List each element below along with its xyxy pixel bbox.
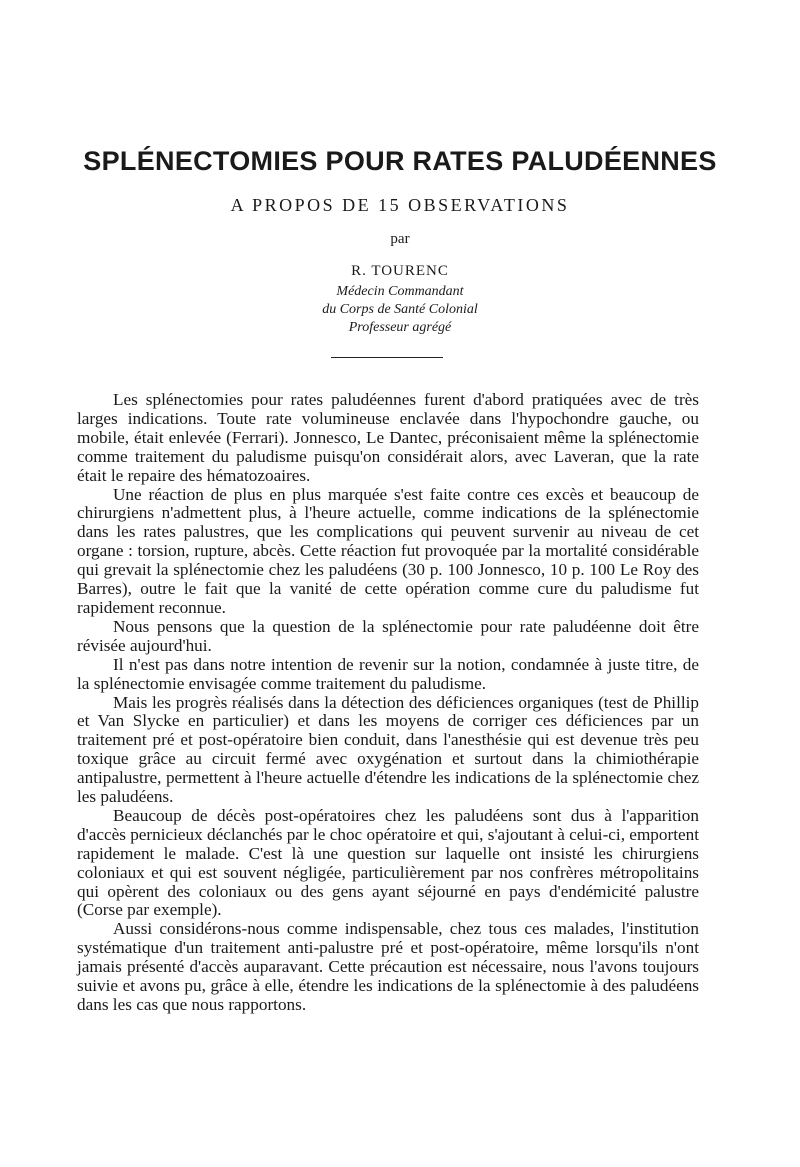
article-body — [77, 391, 699, 1015]
author-corps: du Corps de Santé Colonial — [322, 302, 478, 317]
byline-par: par — [390, 231, 410, 247]
author-rank: Médecin Commandant — [336, 284, 464, 299]
article-title: SPLÉNECTOMIES POUR RATES PALUDÉENNES — [83, 146, 717, 176]
paragraph-3: Nous pensons que la question de la splénectomie pour rate paludéenne doit être révisée aujourd'hui. — [77, 616, 699, 655]
paragraph-4: Il n'est pas dans notre intention de revenir sur la notion, condamnée à juste titre, de la splénectomie envisagée comme traitement du paludisme. — [77, 654, 699, 693]
author-title: Professeur agrégé — [348, 320, 452, 335]
paragraph-1: Les splénectomies pour rates paludéennes furent d'abord pratiquées avec de très larges indications. Toute rate volumineuse enclavée dans l'hypochondre gauche, ou mobile, était enlevée (Ferrari). Jonnesco, Le Dantec, préconisaient même la splénectomie comme traitement du paludisme puisqu'on considérait alors, avec Laveran, que la rate était le repaire des hématozoaires. — [77, 390, 699, 485]
article-subtitle: A PROPOS DE 15 OBSERVATIONS — [230, 195, 570, 215]
author-name: R. TOURENC — [351, 263, 449, 279]
paragraph-5: Mais les progrès réalisés dans la détection des déficiences organiques (test de Phillip et Van Slycke en particulier) et dans les moyens de corriger ces déficiences par un traitement pré et post-opératoire bien conduit, dans l'anesthésie qui est devenue très peu toxique grâce au circuit fermé avec oxygénation et surtout dans la chimiothérapie antipalustre, permettent à l'heure actuelle d'étendre les indications de la splénectomie chez les paludéens. — [77, 692, 699, 807]
paragraph-7: Aussi considérons-nous comme indispensable, chez tous ces malades, l'institution systématique d'un traitement anti-palustre pré et post-opératoire, même lorsqu'ils n'ont jamais présenté d'accès auparavant. Cette précaution est nécessaire, nous l'avons toujours suivie et avons pu, grâce à elle, étendre les indications de la splénectomie à des paludéens dans les cas que nous rapportons. — [77, 919, 699, 1014]
paragraph-2: Une réaction de plus en plus marquée s'est faite contre ces excès et beaucoup de chirurgiens n'admettent plus, à l'heure actuelle, comme indications de la splénectomie dans les rates palustres, que les complications qui peuvent survenir au niveau de cet organe : torsion, rupture, abcès. Cette réaction fut provoquée par la mortalité considérable qui grevait la splénectomie chez les paludéens (30 p. 100 Jonnesco, 10 p. 100 Le Roy des Barres), outre le fait que la vanité de cette opération comme cure du paludisme fut rapidement reconnue. — [77, 484, 699, 617]
title-divider — [331, 357, 443, 358]
paragraph-6: Beaucoup de décès post-opératoires chez les paludéens sont dus à l'apparition d'accès pernicieux déclanchés par le choc opératoire et qui, s'ajoutant à celui-ci, emportent rapidement le malade. C'est là une question sur laquelle ont insisté les chirurgiens coloniaux et qui est souvent négligée, particulièrement par nos confrères métropolitains qui opèrent des coloniaux ou des gens ayant séjourné en pays d'endémicité palustre (Corse par exemple). — [77, 805, 699, 920]
